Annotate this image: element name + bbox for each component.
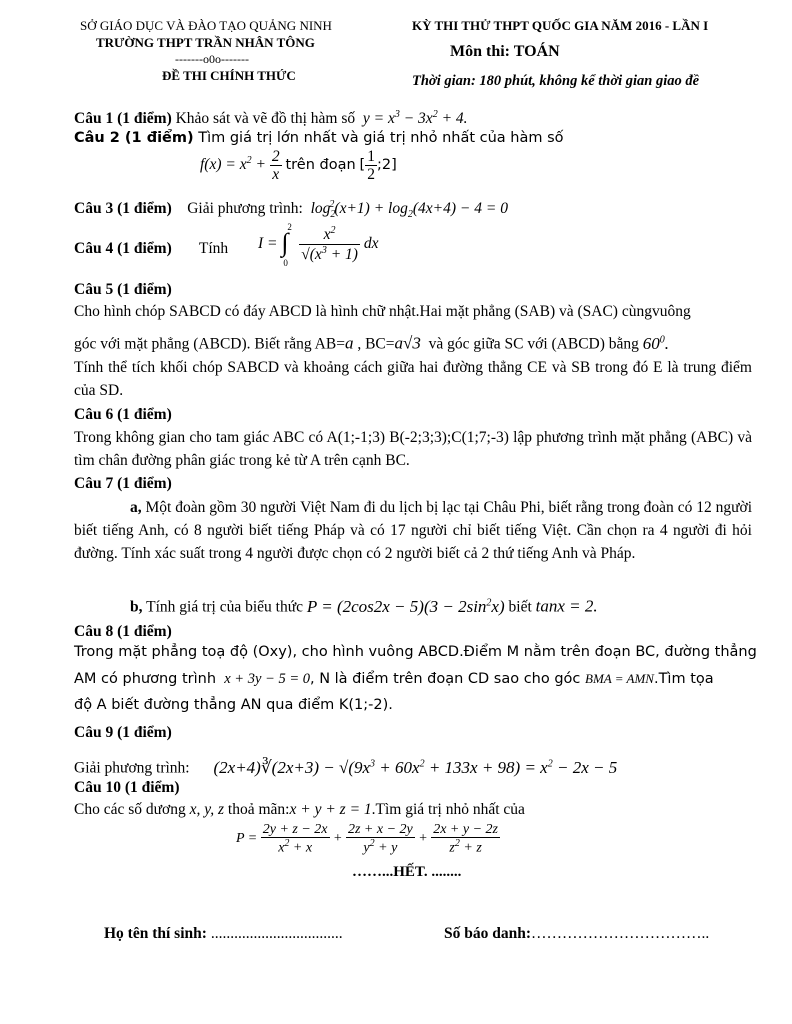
question-9-label: Câu 9 (1 điểm) (74, 724, 172, 741)
text-segment: .Tìm giá trị nhỏ nhất của (371, 801, 525, 818)
question-label: Câu 1 (1 điểm) (74, 110, 172, 128)
part-text: biết (508, 598, 532, 616)
text-segment: Cho các số dương (74, 801, 186, 818)
question-4-label-line (74, 237, 228, 260)
question-10-formula: P = $\frac{2y + z - 2x}{x^2 + x}$ + $\frac{2z + x - 2y}{y^2 + y}$ + $\frac{2x + y - 2z}{z^2 + z}$ (236, 822, 498, 857)
question-text: Tính (198, 240, 229, 257)
question-7-label: Câu 7 (1 điểm) (74, 475, 172, 492)
question-label: Câu 3 (1 điểm) (74, 200, 172, 218)
question-8-line3: độ A biết đường thẳng AN qua điểm K(1;-2). (74, 697, 393, 713)
text-segment: AM có phương trình (74, 671, 217, 687)
text-segment: góc với mặt phẳng (ABCD). Biết rằng AB= (74, 335, 345, 353)
question-5-label: Câu 5 (1 điểm) (74, 281, 172, 298)
part-text: Tính giá trị của biểu thức (146, 598, 304, 616)
candidate-name-field (104, 925, 343, 943)
question-5-line3: Tính thể tích khối chóp SABCD và khoảng cách giữa hai đường thẳng CE và SB trong đó E là trung điểm của SD. (74, 359, 752, 399)
time-limit: Thời gian: 180 phút, không kể thời gian giao đề (412, 73, 700, 89)
official-label: ĐỀ THI CHÍNH THỨC (162, 68, 296, 83)
text-segment: và góc giữa SC với (ABCD) bằng (428, 335, 639, 353)
question-10-line: Cho các số dương x, y, z thoả mãn:x + y + z = 1.Tìm giá trị nhỏ nhất của (74, 801, 525, 818)
question-text: Giải phương trình: (74, 759, 190, 777)
question-label: Câu 2 (1 điểm) (74, 130, 194, 146)
question-6-text: Trong không gian cho tam giác ABC có A(1;-1;3) B(-2;3;3);C(1;7;-3) lập phương trình mặt phẳng (ABC) và tìm chân đường phân giác trong kẻ từ A trên cạnh BC. (74, 429, 752, 469)
question-label: Câu 4 (1 điểm) (74, 240, 172, 257)
part-label: b, (130, 598, 143, 616)
question-7a (74, 496, 752, 565)
exam-title: KỲ THI THỬ THPT QUỐC GIA NĂM 2016 - LẦN I (412, 18, 709, 33)
department-name: SỞ GIÁO DỤC VÀ ĐÀO TẠO QUẢNG NINH (80, 18, 332, 33)
text-segment: thoả mãn: (227, 801, 290, 818)
text-segment: , BC= (357, 335, 395, 353)
field-blank: .................................. (210, 925, 343, 942)
question-6-label: Câu 6 (1 điểm) (74, 406, 172, 423)
question-10-label: Câu 10 (1 điểm) (74, 779, 180, 796)
question-2 (74, 127, 564, 150)
candidate-id-field (444, 925, 709, 943)
text-segment: .Tìm tọa (653, 671, 714, 687)
school-name: TRƯỜNG THPT TRẦN NHÂN TÔNG (96, 35, 315, 50)
question-7b: b, Tính giá trị của biểu thức $P = (2\cos 2x - 5)(3 - 2\sin^2x)$ biết tanx = 2. (130, 596, 598, 616)
text-segment: , N là điểm trên đoạn CD sao cho góc (309, 671, 581, 687)
formula: $y = x^3 - 3x^2 + 4$. (359, 109, 468, 128)
formula: $\log_2^2(x+1) + \log_2(4x+4) - 4 = 0$ (306, 199, 508, 221)
question-5-line2: góc với mặt phẳng (ABCD). Biết rằng AB=a , BC=a√3 và góc giữa SC với (ABCD) bằng $60^0$. (74, 333, 670, 353)
end-marker: ……...HẾT. ........ (352, 864, 462, 880)
question-text: Khảo sát và vẽ đồ thị hàm số (175, 110, 356, 128)
question-9-line: Giải phương trình: (2x+4)∛(2x+3) − $√(9x^3 + 60x^2 + 133x + 98) = x^2 - 2x - 5$ (74, 757, 618, 777)
question-8-line2: AM có phương trình x + 3y − 5 = 0, N là điểm trên đoạn CD sao cho góc BMA = AMN.Tìm tọa (74, 671, 714, 687)
part-text: Một đoàn gồm 30 người Việt Nam đi du lịch bị lạc tại Châu Phi, biết rằng trong đoàn có 12 người biết tiếng Anh, có 8 người biết tiếng Pháp và có 17 người chỉ biết tiếng Việt. Cần chọn ra 4 người đi hỏi đường. Tính xác suất trong 4 người được chọn có 2 người biết cả 2 thứ tiếng Anh và Pháp. (74, 499, 752, 562)
field-label: Họ tên thí sinh: (104, 925, 207, 942)
part-label: a, (130, 499, 142, 516)
question-text: Giải phương trình: (187, 200, 303, 218)
header-separator: -------o0o------- (175, 52, 249, 66)
question-2-formula: $f(x) = x^2$ + $\frac{2}{x}$ trên đoạn [ $\frac{1}{2}$ ;2] (200, 148, 397, 184)
question-text: Tìm giá trị lớn nhất và giá trị nhỏ nhất của hàm số (198, 130, 564, 146)
question-8-label: Câu 8 (1 điểm) (74, 623, 172, 640)
question-8-line1: Trong mặt phẳng toạ độ (Oxy), cho hình vuông ABCD.Điểm M nằm trên đoạn BC, đường thẳng (74, 644, 757, 660)
question-5-line1: Cho hình chóp SABCD có đáy ABCD là hình chữ nhật.Hai mặt phẳng (SAB) và (SAC) cùngvuông (74, 303, 691, 320)
question-text: trên đoạn (285, 157, 356, 174)
field-label: Số báo danh: (444, 925, 532, 942)
question-4-formula: I = 2 ∫ 0 $\frac{x^2}{√(x^3 + 1)}$ dx (258, 222, 379, 268)
field-blank: …………………………….. (531, 925, 710, 942)
subject-title: Môn thi: TOÁN (450, 43, 560, 60)
